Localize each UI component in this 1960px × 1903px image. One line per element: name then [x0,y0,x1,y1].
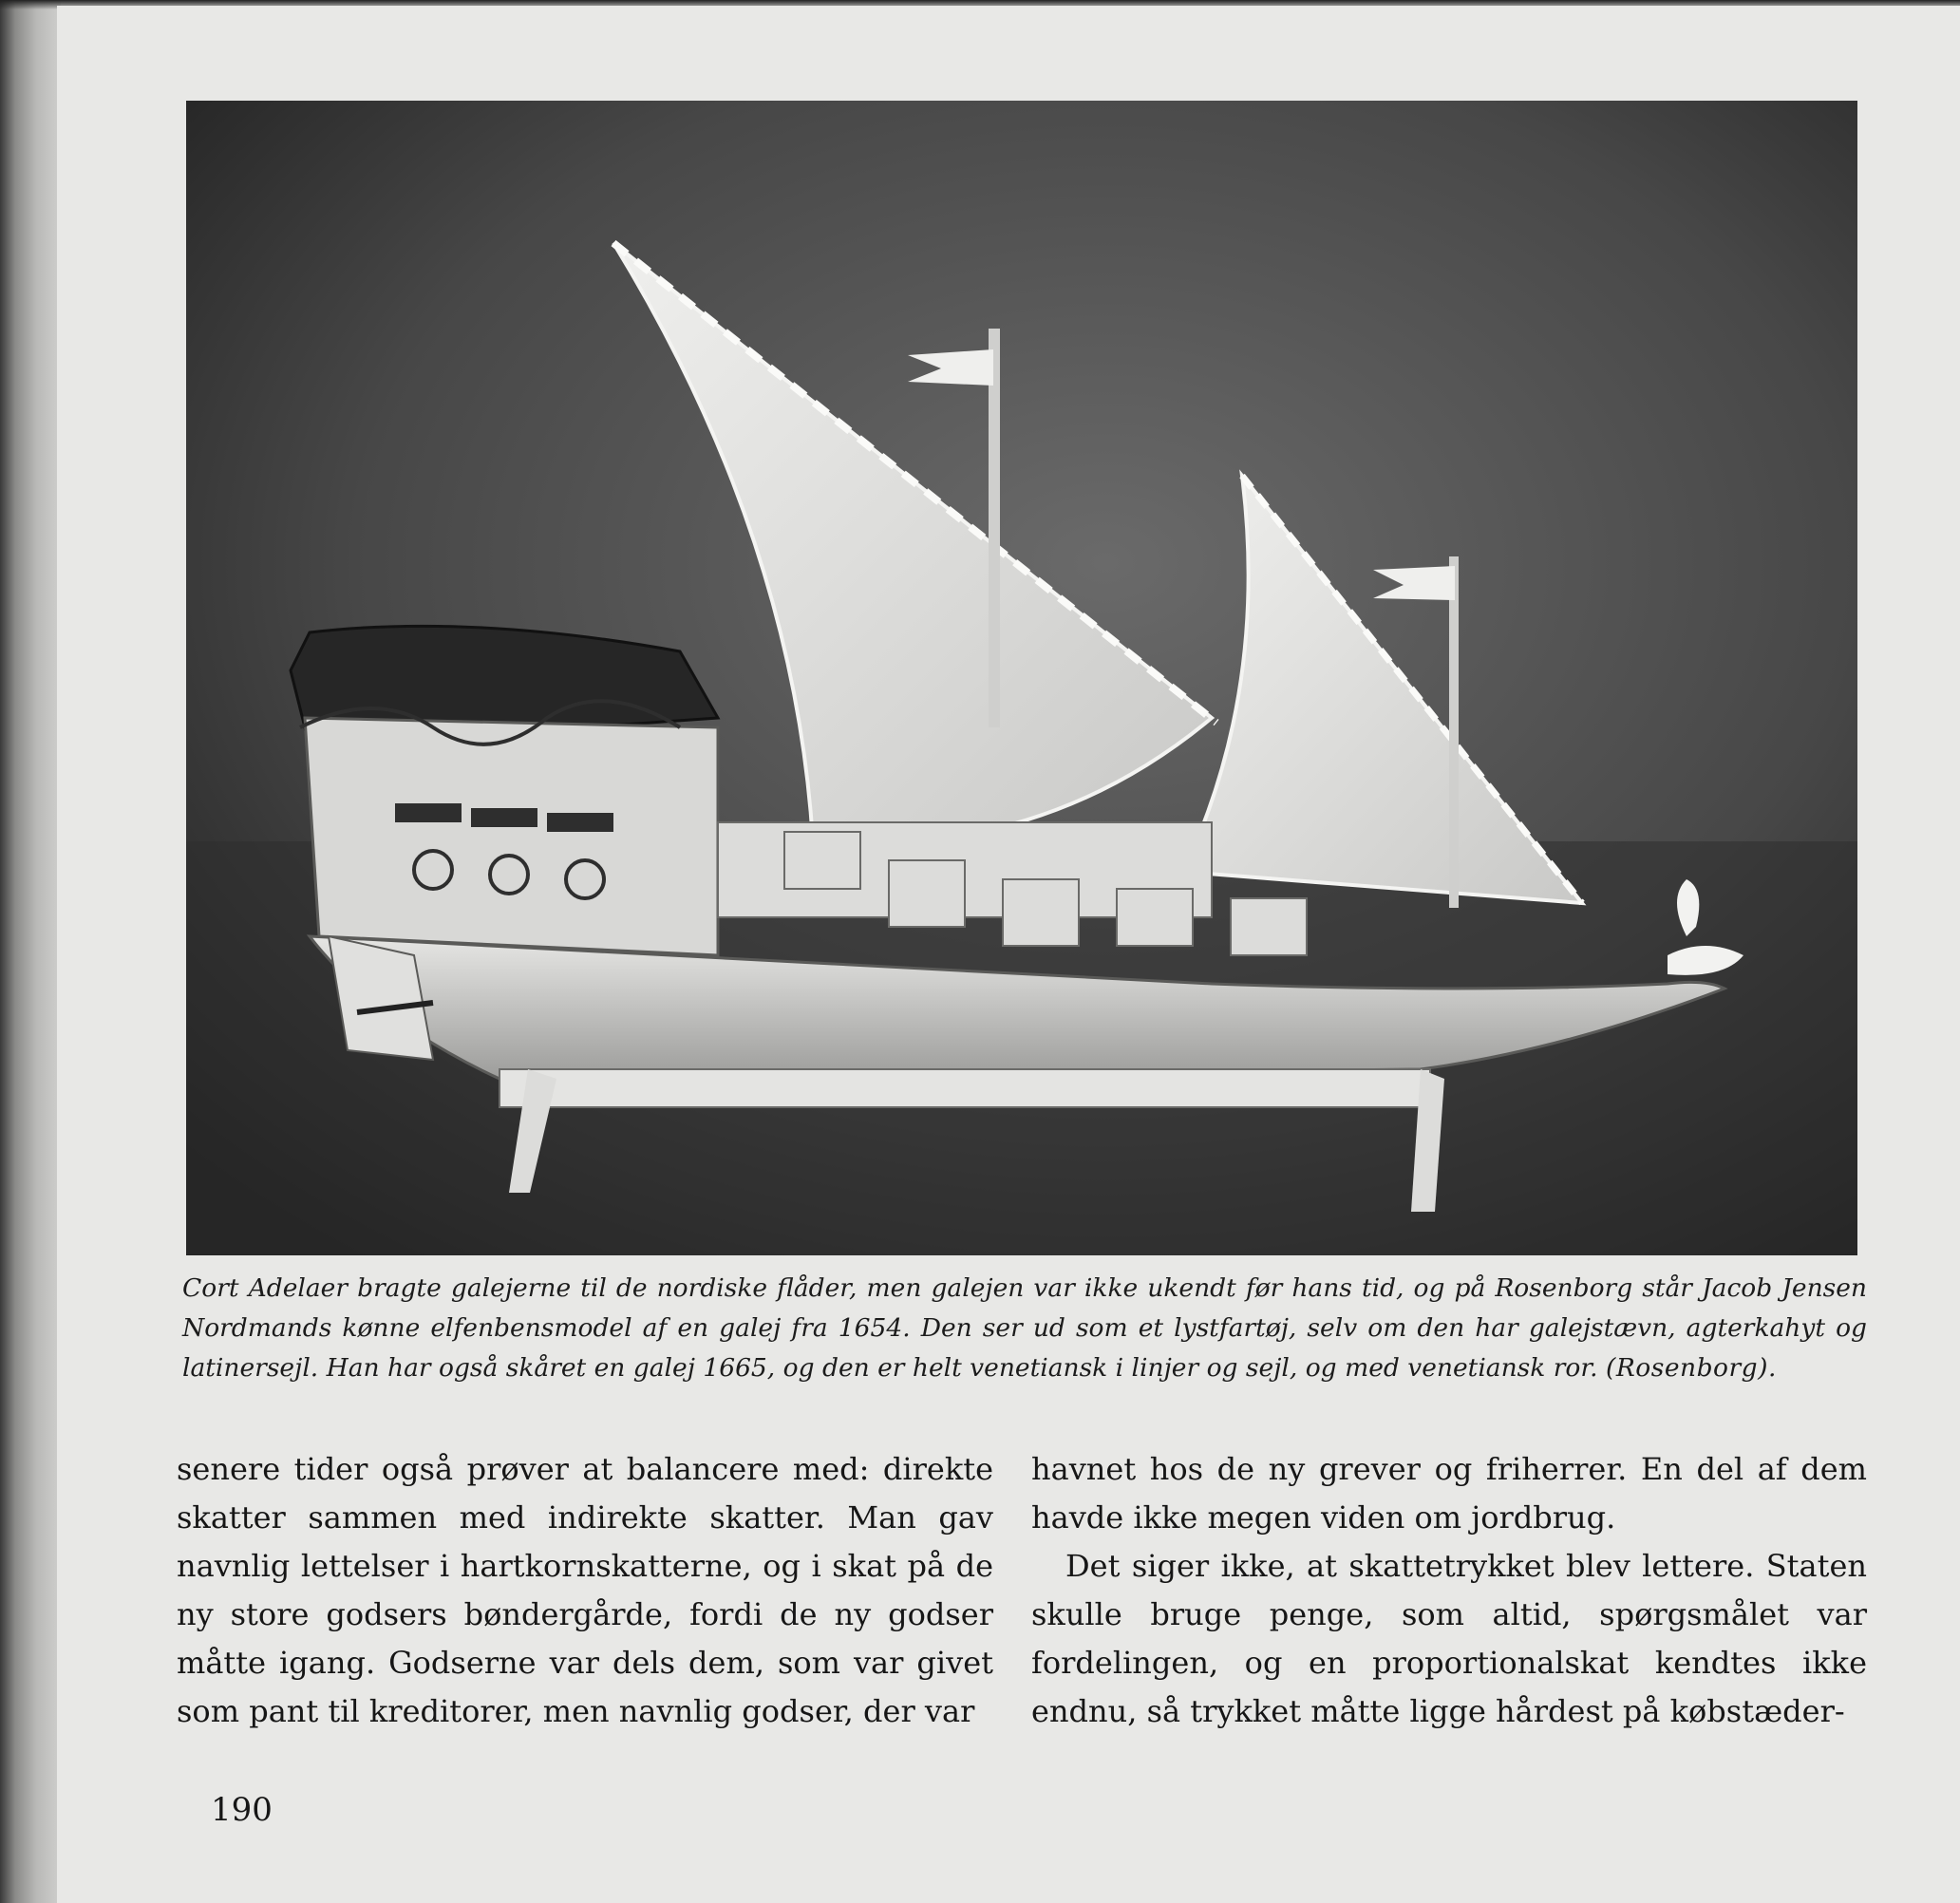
book-binding [0,0,61,1903]
caption-source: (Rosenborg). [1606,1353,1777,1383]
galley-ship-illustration [186,101,1857,1255]
body-paragraph-right-2: Det siger ikke, at skattetrykket blev lettere. Staten skulle bruge penge, som altid, spørgsmålet var fordelingen, og en proportionalskat kendtes ikke endnu, så trykket måtte ligge hårdest på købstæder- [1031,1548,1867,1729]
body-paragraph-right-1: havnet hos de ny grever og friherrer. En del af dem havde ikke megen viden om jordbrug. [1031,1451,1867,1536]
figure-caption [182,1269,1867,1388]
body-column-left [177,1445,993,1736]
galley-model-photo [186,101,1857,1255]
body-column-right [1031,1445,1867,1736]
body-paragraph-left: senere tider også prøver at balancere med: direkte skatter sammen med indirekte skatter. Man gav navnlig lettelser i hartkornskatterne, og i skat på de ny store godsers bøndergårde, fordi de ny godser måtte igang. Godserne var dels dem, som var givet som pant til kreditorer, men navnlig godser, der var [177,1451,993,1729]
page-number: 190 [211,1791,273,1829]
caption-text: Cort Adelaer bragte galejerne til de nordiske flåder, men galejen var ikke ukendt før hans tid, og på Rosenborg står Jacob Jensen Nordmands kønne elfenbensmodel af en galej fra 1654. Den ser ud som et lystfartøj, selv om den har galejstævn, agterkahyt og latinersejl. Han har også skåret en galej 1665, og den er helt venetiansk i linjer og sejl, og med venetiansk ror. [182,1273,1867,1383]
